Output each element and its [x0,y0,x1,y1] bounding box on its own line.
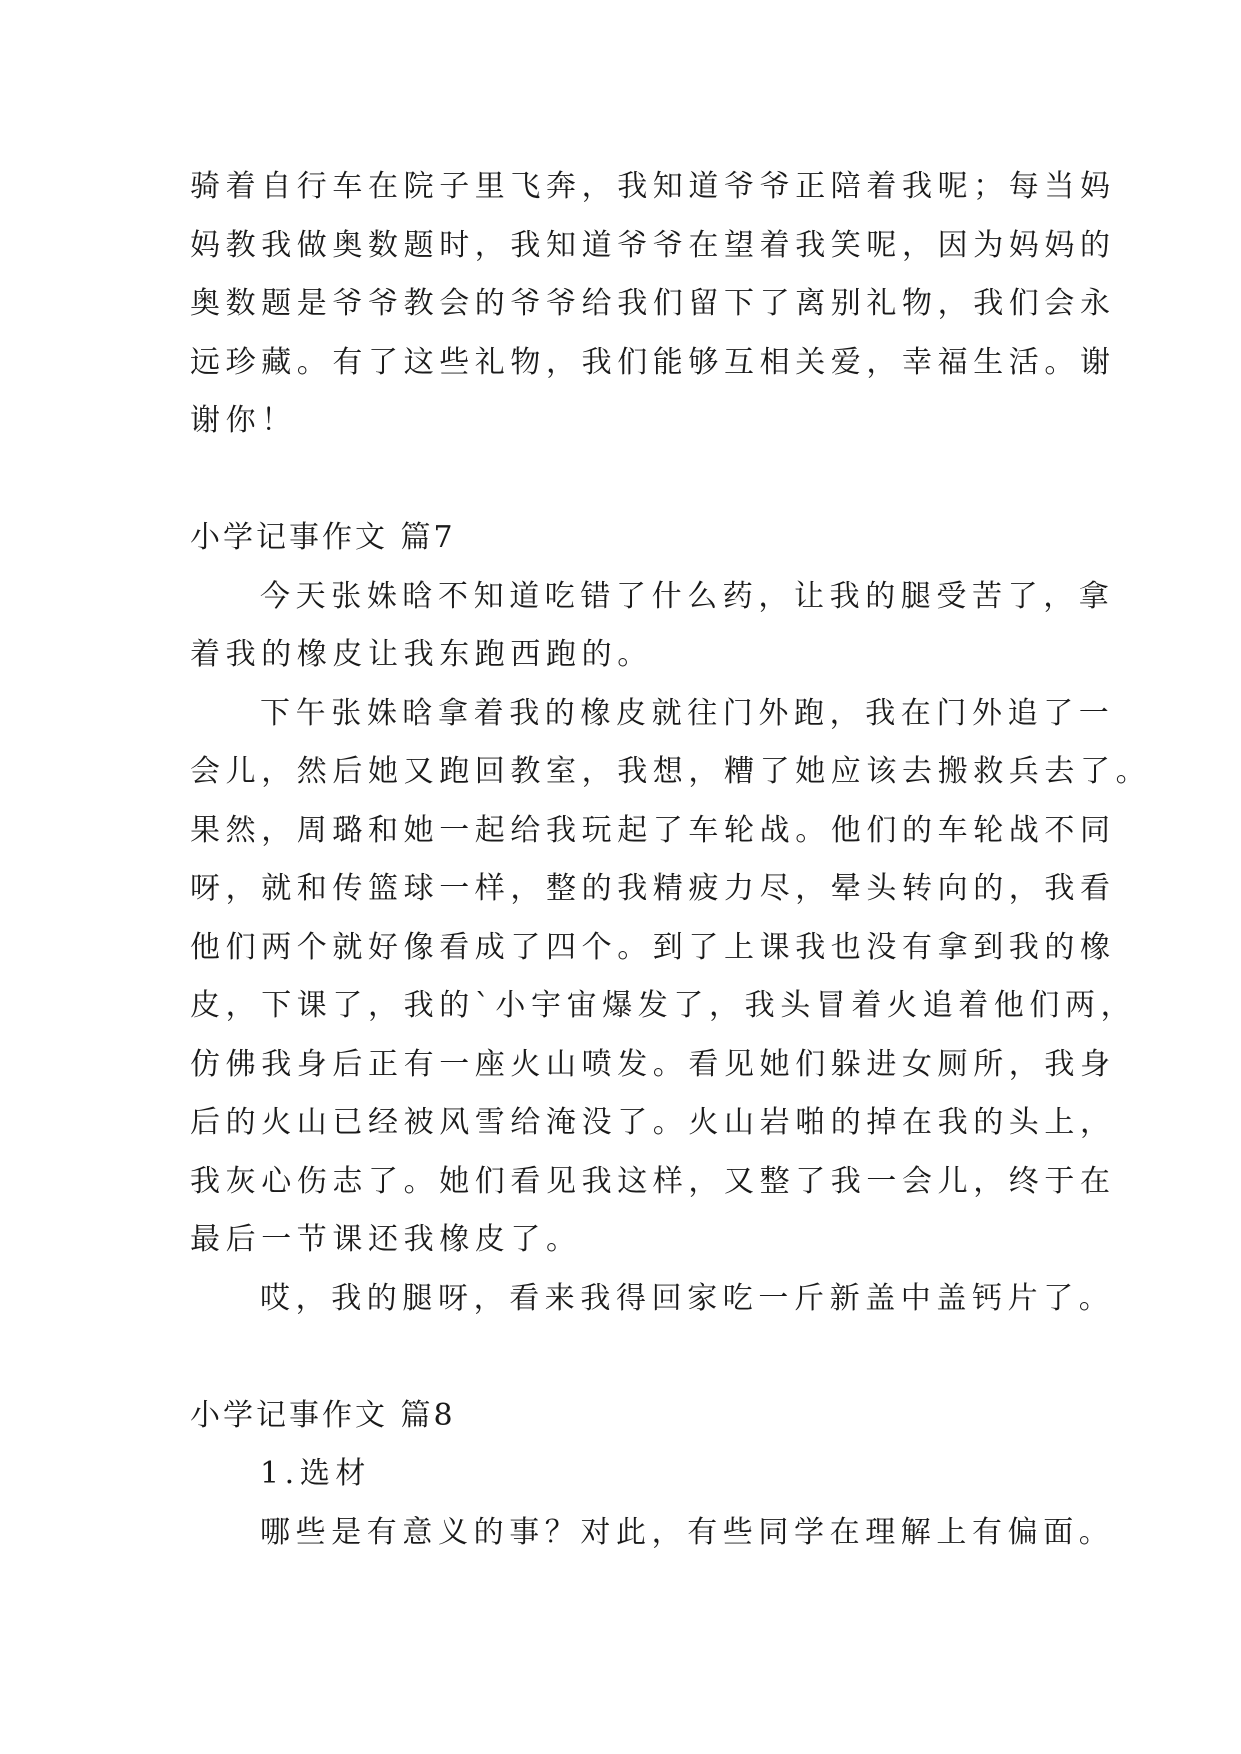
text-line: 果然，周璐和她一起给我玩起了车轮战。他们的车轮战不同 [190,812,1116,848]
text-line: 我灰心伤志了。她们看见我这样，又整了我一会儿，终于在 [190,1163,1116,1199]
text-line: 他们两个就好像看成了四个。到了上课我也没有拿到我的橡 [190,929,1116,965]
paragraph [190,1445,1070,1504]
text-line: 呀，就和传篮球一样，整的我精疲力尽，晕头转向的，我看 [190,871,1116,906]
text-line: 奥数题是爷爷教会的爷爷给我们留下了离别礼物，我们会永 [190,286,1116,321]
paragraph-continuation [190,158,1116,451]
text-line: 1.选材 [260,1456,372,1491]
section-gap [190,451,1070,510]
text-line: 最后一节课还我橡皮了。 [190,1222,582,1257]
text-line: 会儿，然后她又跑回教室，我想，糟了她应该去搬救兵去了。 [190,754,1152,789]
text-line: 谢你！ [190,403,297,438]
paragraph [190,685,1152,1270]
text-line: 今天张姝晗不知道吃错了什么药，让我的腿受苦了，拿 [260,578,1115,614]
text-line: 哪些是有意义的事？对此，有些同学在理解上有偏面。 [260,1514,1115,1550]
paragraph [190,1504,1115,1563]
section-heading: 小学记事作文 篇8 [190,1397,456,1433]
text-line: 皮，下课了，我的`小宇宙爆发了，我头冒着火追着他们两， [190,988,1137,1023]
paragraph [190,1270,1115,1329]
section-gap [190,1328,1070,1387]
text-line: 着我的橡皮让我东跑西跑的。 [190,637,653,672]
text-line: 仿佛我身后正有一座火山喷发。看见她们躲进女厕所，我身 [190,1046,1116,1082]
text-line: 哎，我的腿呀，看来我得回家吃一斤新盖中盖钙片了。 [260,1280,1115,1316]
text-line: 远珍藏。有了这些礼物，我们能够互相关爱，幸福生活。谢 [190,344,1116,380]
section-heading: 小学记事作文 篇7 [190,520,456,555]
text-line: 下午张姝晗拿着我的橡皮就往门外跑，我在门外追了一 [260,695,1115,731]
text-line: 骑着自行车在院子里飞奔，我知道爷爷正陪着我呢；每当妈 [190,169,1116,204]
text-line: 后的火山已经被风雪给淹没了。火山岩啪的掉在我的头上， [190,1105,1116,1140]
paragraph [190,568,1115,685]
document-body [190,158,1152,1562]
text-line: 妈教我做奥数题时，我知道爷爷在望着我笑呢，因为妈妈的 [190,227,1116,263]
